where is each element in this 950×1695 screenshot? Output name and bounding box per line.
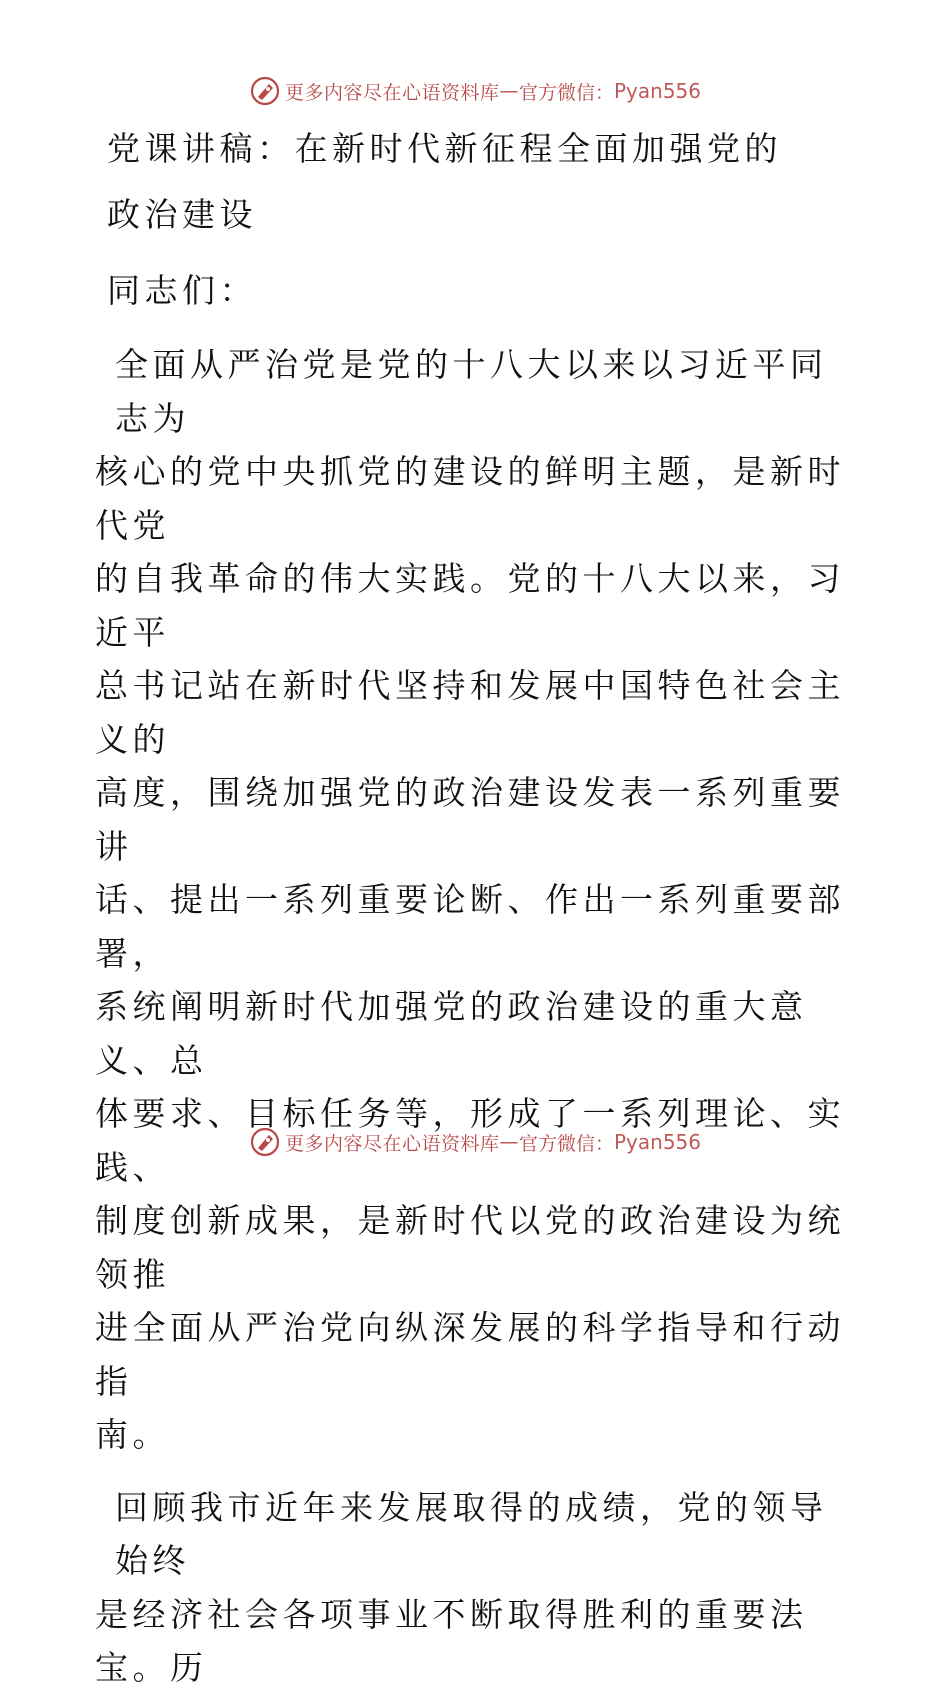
paragraph-line: 话、提出一系列重要论断、作出一系列重要部署， xyxy=(95,880,845,973)
doc-title-line-1: 党课讲稿：在新时代新征程全面加强党的 xyxy=(107,129,782,168)
paragraph-line: 是经济社会各项事业不断取得胜利的重要法宝。历 xyxy=(95,1594,808,1687)
watermark-text: 更多内容尽在心语资料库 xyxy=(284,81,500,104)
paragraph-line: 核心的党中央抓党的建设的鲜明主题，是新时代党 xyxy=(95,452,845,545)
watermark-dash: — xyxy=(499,1131,519,1153)
paragraph-2 xyxy=(95,1481,855,1695)
doc-title-line-2: 政治建设 xyxy=(107,195,257,234)
paragraph-line: 体要求、目标任务等，形成了一系列理论、实践、 xyxy=(95,1094,845,1187)
paragraph-1 xyxy=(95,338,855,1462)
paragraph-line: 的自我革命的伟大实践。党的十八大以来，习近平 xyxy=(95,559,845,652)
paragraph-line: 南。 xyxy=(95,1415,170,1454)
pen-nib-logo-icon xyxy=(249,1126,281,1158)
document-body xyxy=(95,120,855,1695)
paragraph-line: 进全面从严治党向纵深发展的科学指导和行动指 xyxy=(95,1308,845,1401)
paragraph-line: 全面从严治党是党的十八大以来以习近平同志为 xyxy=(115,345,828,438)
paragraph-line: 制度创新成果，是新时代以党的政治建设为统领推 xyxy=(95,1201,845,1294)
greeting: 同志们： xyxy=(107,271,257,310)
watermark-wechat-id: Pyan556 xyxy=(614,1130,702,1154)
watermark-dash: — xyxy=(499,80,519,102)
footer-watermark xyxy=(0,1122,950,1162)
paragraph-line: 回顾我市近年来发展取得的成绩，党的领导始终 xyxy=(115,1487,828,1580)
header-watermark xyxy=(0,71,950,111)
watermark-official-label: 官方微信： xyxy=(518,1132,614,1155)
paragraph-line: 高度，围绕加强党的政治建设发表一系列重要讲 xyxy=(95,773,845,866)
paragraph-line: 总书记站在新时代坚持和发展中国特色社会主义的 xyxy=(95,666,845,759)
watermark-text: 更多内容尽在心语资料库 xyxy=(284,1132,500,1155)
pen-nib-logo-icon xyxy=(249,75,281,107)
paragraph-line: 系统阐明新时代加强党的政治建设的重大意义、总 xyxy=(95,987,808,1080)
watermark-official-label: 官方微信： xyxy=(518,81,614,104)
watermark-wechat-id: Pyan556 xyxy=(614,79,702,103)
